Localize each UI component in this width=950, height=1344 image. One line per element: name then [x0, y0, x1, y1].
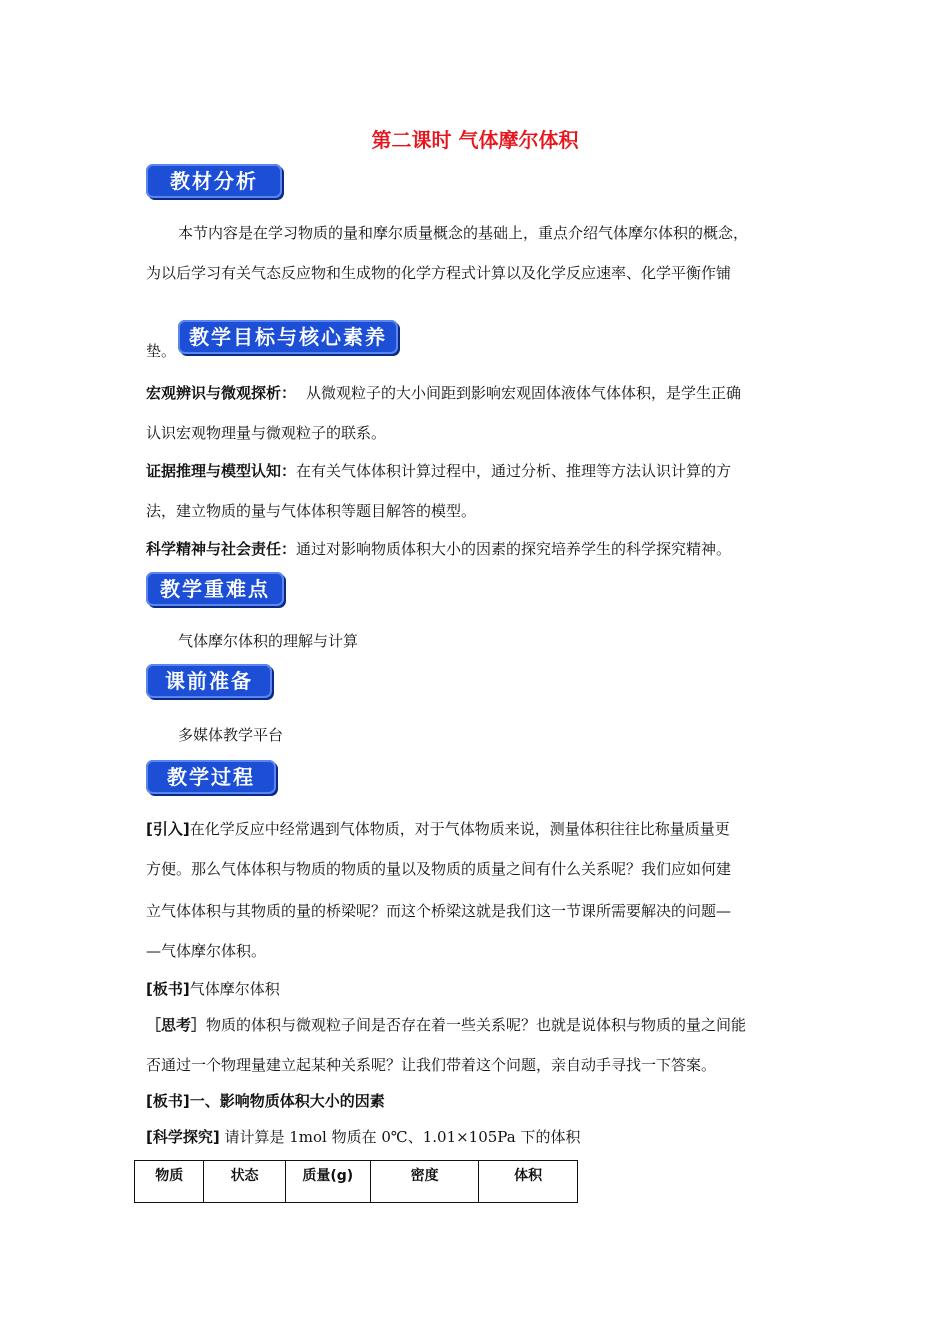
goal-evidence-model [146, 460, 731, 481]
table-header-row [135, 1161, 578, 1203]
explore-text: 请计算是 1mol 物质在 0℃、1.01×105Pa 下的体积 [219, 1128, 581, 1146]
intro-line-2: 方便。那么气体体积与物质的物质的量以及物质的质量之间有什么关系呢？我们应如何建 [146, 860, 732, 878]
intro-line-1 [146, 818, 730, 839]
section-badge-preparation: 课前准备 [146, 664, 272, 698]
preparation-text: 多媒体教学平台 [178, 726, 284, 744]
explore-label: [科学探究] [146, 1128, 220, 1146]
think-text: 物质的体积与微观粒子间是否存在着一些关系呢？也就是说体积与物质的量之间能 [206, 1016, 747, 1034]
page-title: 第二课时 气体摩尔体积 [371, 128, 579, 152]
section-badge-process: 教学过程 [146, 760, 276, 794]
analysis-line-2: 为以后学习有关气态反应物和生成物的化学方程式计算以及化学反应速率、化学平衡作铺 [146, 264, 732, 282]
section-badge-analysis: 教材分析 [146, 164, 282, 198]
section-badge-key-points: 教学重难点 [146, 572, 284, 606]
board-note-2 [146, 1090, 385, 1111]
goal-text: 在有关气体体积计算过程中，通过分析、推理等方法认识计算的方 [296, 462, 732, 480]
intro-line-4: —气体摩尔体积。 [146, 942, 267, 960]
board-text: 一、影响物质体积大小的因素 [189, 1092, 385, 1110]
intro-text: 在化学反应中经常遇到气体物质，对于气体物质来说，测量体积往往比称量质量更 [189, 820, 730, 838]
think-label: ［思考］ [146, 1016, 207, 1034]
goal-science-spirit [146, 538, 731, 559]
table-header-cell: 状态 [204, 1161, 285, 1203]
goal-text: 从微观粒子的大小间距到影响宏观固体液体气体体积，是学生正确 [306, 384, 742, 402]
goal-evidence-model-cont: 法，建立物质的量与气体体积等题目解答的模型。 [146, 502, 477, 520]
board-label: [板书] [146, 980, 190, 998]
table-header-cell: 体积 [479, 1161, 578, 1203]
goal-macro-micro-cont: 认识宏观物理量与微观粒子的联系。 [146, 424, 387, 442]
intro-label: [引入] [146, 820, 190, 838]
goal-label: 科学精神与社会责任： [146, 540, 297, 558]
intro-line-3: 立气体体积与其物质的量的桥梁呢？而这个桥梁这就是我们这一节课所需要解决的问题— [146, 902, 732, 920]
board-text: 气体摩尔体积 [189, 980, 280, 998]
table-header-cell: 密度 [370, 1161, 478, 1203]
think-line-1 [146, 1014, 746, 1035]
think-line-2: 否通过一个物理量建立起某种关系呢？让我们带着这个问题，亲自动手寻找一下答案。 [146, 1056, 717, 1074]
board-label: [板书] [146, 1092, 190, 1110]
board-note-1 [146, 978, 280, 999]
table-header-cell: 质量(g) [285, 1161, 370, 1203]
key-points-text: 气体摩尔体积的理解与计算 [178, 632, 359, 650]
explore-line [146, 1126, 580, 1147]
section-badge-goals: 教学目标与核心素养 [178, 320, 398, 354]
goal-text: 通过对影响物质体积大小的因素的探究培养学生的科学探究精神。 [296, 540, 732, 558]
substance-table [134, 1160, 578, 1203]
goal-macro-micro [146, 382, 741, 403]
table-header-cell: 物质 [135, 1161, 204, 1203]
analysis-line-1: 本节内容是在学习物质的量和摩尔质量概念的基础上，重点介绍气体摩尔体积的概念， [178, 224, 749, 242]
goal-label: 证据推理与模型认知： [146, 462, 297, 480]
analysis-line-3: 垫。 [146, 342, 177, 360]
goal-label: 宏观辨识与微观探析： [146, 384, 297, 402]
